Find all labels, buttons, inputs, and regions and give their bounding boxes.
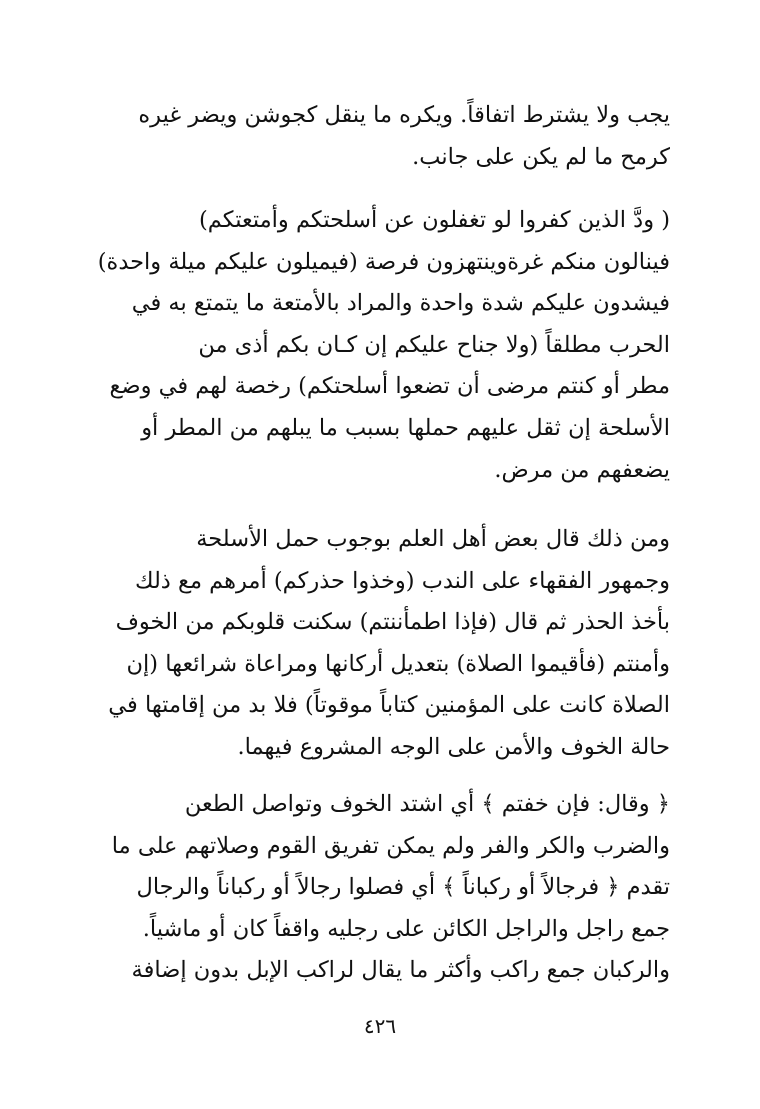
text-line: ﴿ وقال: فإن خفتم ﴾ أي اشتد الخوف وتواصل الطعن	[184, 791, 670, 817]
text-line: الحرب مطلقاً (ولا جناح عليكم إن كـان بكم أذى من	[198, 331, 670, 358]
text-line: مطر أو كنتم مرضى أن تضعوا أسلحتكم) رخصة لهم في وضع	[109, 373, 670, 400]
text-line: يجب ولا يشترط اتفاقاً. ويكره ما ينقل كجوشن ويضر غيره	[138, 102, 670, 128]
paragraph-4	[92, 784, 670, 992]
text-line: فينالون منكم غرةوينتهزون فرصة (فيميلون عليكم ميلة واحدة)	[97, 248, 670, 275]
text-line: جمع راجل والراجل الكائن على رجليه واقفاً كان أو ماشياً.	[142, 915, 670, 942]
text-line: والركبان جمع راكب وأكثر ما يقال لراكب الإبل بدون إضافة	[131, 957, 670, 984]
text-line: وجمهور الفقهاء على الندب (وخذوا حذركم) أمرهم مع ذلك	[134, 567, 670, 594]
text-line: يضعفهم من مرض.	[494, 456, 670, 483]
paragraph-1	[92, 95, 670, 178]
text-line: وأمنتم (فأقيموا الصلاة) بتعديل أركانها ومراعاة شرائعها (إن	[126, 650, 670, 677]
text-line: ومن ذلك قال بعض أهل العلم بوجوب حمل الأسلحة	[196, 526, 670, 552]
paragraph-2	[92, 200, 670, 491]
paragraph-3	[92, 519, 670, 769]
text-line: ( ودَّ الذين كفروا لو تغفلون عن أسلحتكم وأمتعتكم)	[199, 207, 670, 233]
text-line: تقدم ﴿ فرجالاً أو ركباناً ﴾ أي فصلوا رجالاً أو ركباناً والرجال	[136, 874, 670, 901]
text-line: الصلاة كانت على المؤمنين كتاباً موقوتاً) فلا بد من إقامتها في	[108, 692, 670, 719]
text-line: كرمح ما لم يكن على جانب.	[412, 143, 670, 170]
text-line: حالة الخوف والأمن على الوجه المشروع فيهما.	[237, 733, 670, 760]
text-line: بأخذ الحذر ثم قال (فإذا اطمأننتم) سكنت قلوبكم من الخوف	[115, 609, 670, 636]
text-line: والضرب والكر والفر ولم يمكن تفريق القوم وصلاتهم على ما	[111, 832, 670, 859]
page-number: ٤٢٦	[363, 1014, 397, 1038]
text-line: الأسلحة إن ثقل عليهم حملها بسبب ما يبلهم من المطر أو	[141, 414, 670, 441]
text-line: فيشدون عليكم شدة واحدة والمراد بالأمتعة ما يتمتع به في	[131, 290, 670, 317]
